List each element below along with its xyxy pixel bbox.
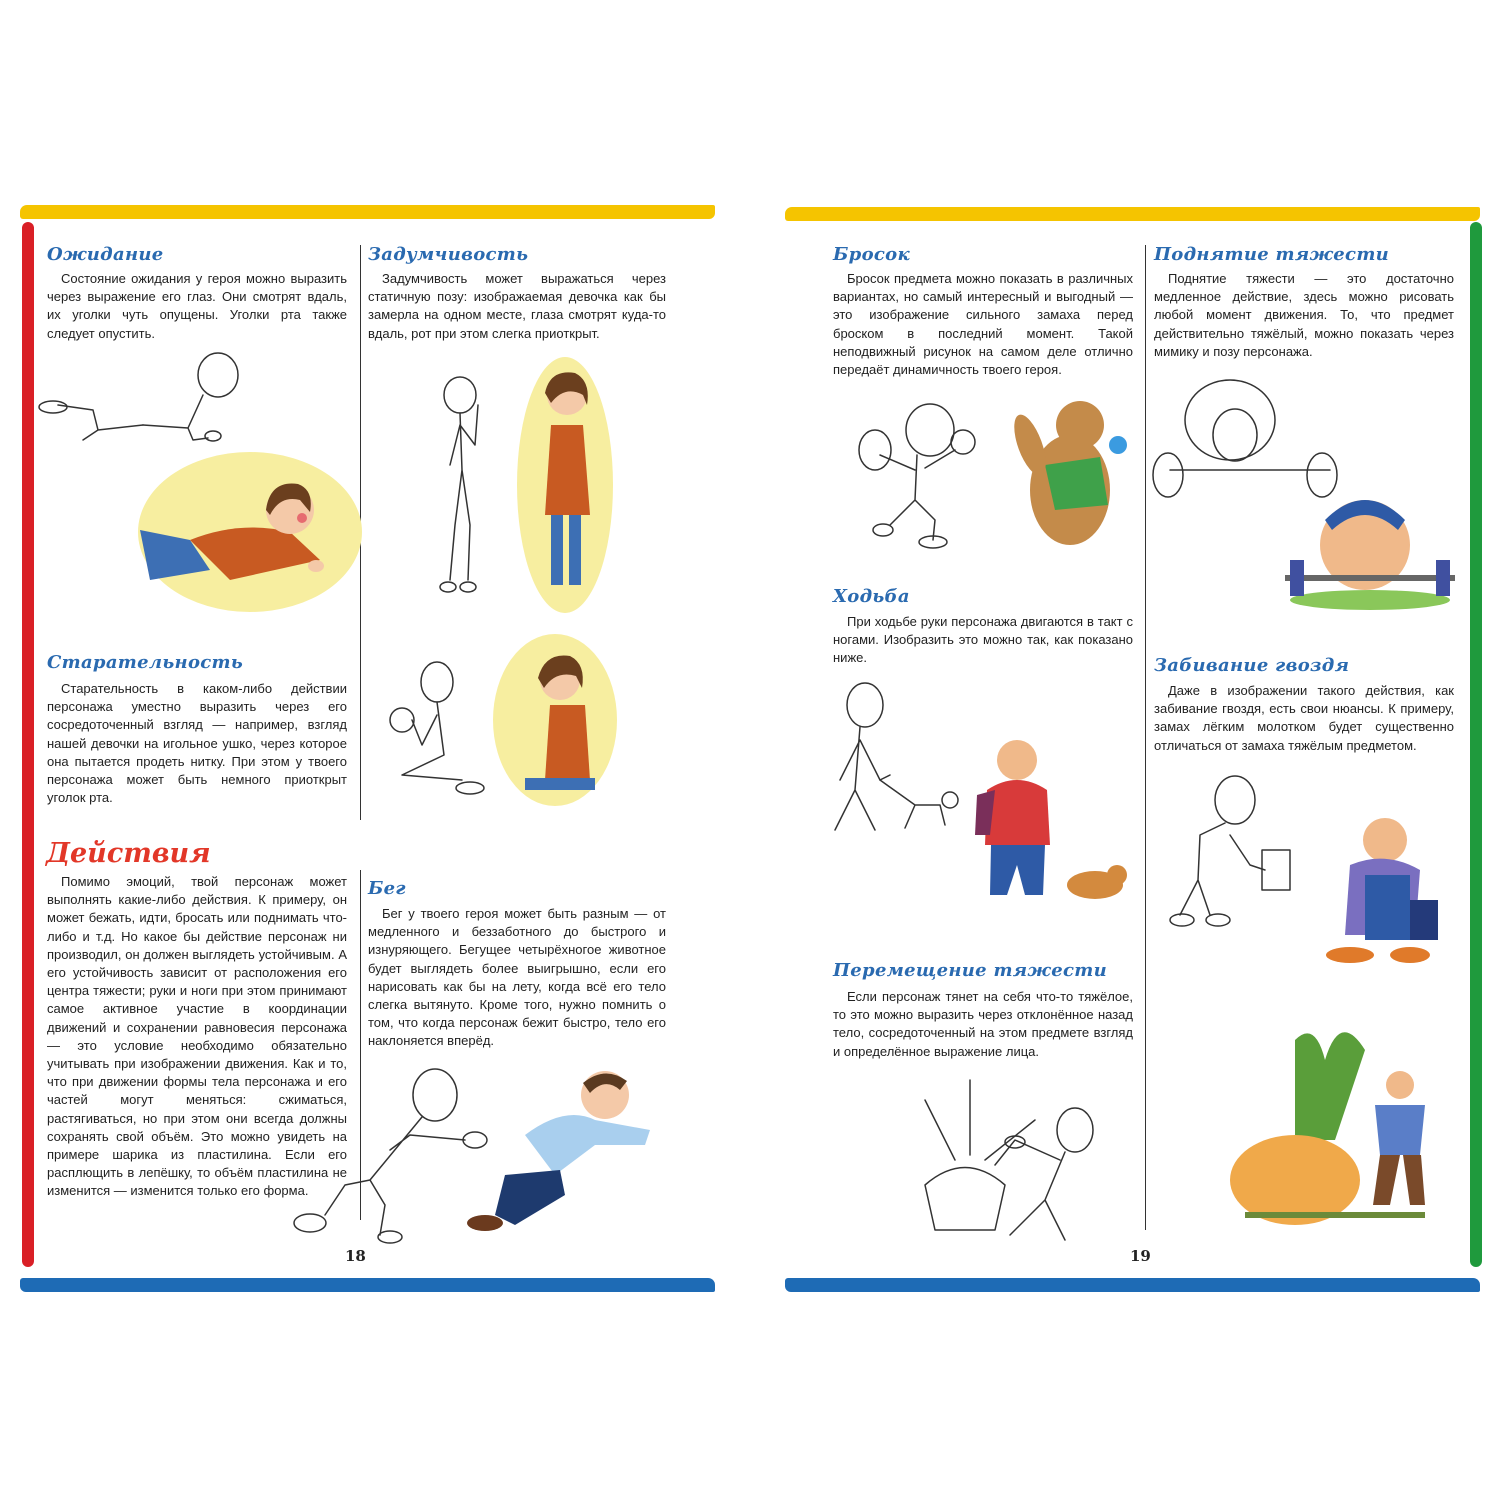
running-man-illustration [445,1065,660,1235]
throw-sketch-illustration [855,400,980,550]
section-text-moving-weight: Если персонаж тянет на себя что-то тяжёлое, то это можно выразить через отклонённое назад тело, сосредоточенный на этом предмете взгляд и определённое выражение лица. [833,989,1133,1059]
section-text-waiting: Состояние ожидания у героя можно выразить через выражение его глаз. Они смотрят вдаль, их уголки чуть опущены. Уголки рта также следует опустить. [47,271,347,341]
section-title-actions: Действия [46,838,211,869]
lifting-strongman-illustration [1280,490,1460,615]
section-text-actions: Помимо эмоций, твой персонаж может выполнять какие-либо действия. К примеру, он может бежать, идти, бросать или поднимать что-либо и т.д. Но какое бы действие персонаж ни производил, он должен выглядеть устойчивым. А его устойчивость зависит от расположения его центра тяжести; руки и ноги при этом принимают самое активное участие в координации движений и сохранении равновесия персонажа — это условие необходимо обязательно учитывать при изображении движения. Как и то, что при движении формы тела персонажа и его частей могут меняться: сжиматься, растягиваться, но при этом они всегда должны сохранять свой объём. Это можно увидеть на примере шарика из пластилина. Если его расплющить в лепёшку, то объём пластилина не изменится — изменится только его форма. [47,874,347,1199]
section-text-lifting: Поднятие тяжести — это достаточно медленное действие, здесь можно рисовать любой момент движения. То, что предмет действительно тяжёлый, можно показать через мимику и позу персонажа. [1154,271,1454,359]
diligence-girl-illustration [490,630,620,810]
section-text-pensiveness: Задумчивость может выражаться через статичную позу: изображаемая девочка как бы замерла на одном месте, глаза смотрят куда-то вдаль, рот при этом слегка приоткрыт. [368,271,666,341]
section-title-moving-weight: Перемещение тяжести [833,960,1107,981]
section-text-walking: При ходьбе руки персонажа двигаются в такт с ногами. Изобразить это можно так, как показано ниже. [833,614,1133,666]
section-title-running: Бег [368,878,406,899]
section-title-walking: Ходьба [833,586,910,607]
right-green-side-stripe [1470,222,1482,1267]
moving-weight-sketch-illustration [895,1070,1110,1250]
section-text-nailing: Даже в изображении такого действия, как забивание гвоздя, есть свои нюансы. К примеру, замах лёгким молотком будет существенно отличаться от замаха тяжёлым предметом. [1154,683,1454,753]
page-number: 19 [1130,1247,1151,1265]
pensiveness-girl-illustration [515,355,615,615]
left-bottom-blue-stripe [20,1278,715,1292]
section-text-diligence: Старательность в каком-либо действии персонажа уместно выразить через его сосредоточенный взгляд — например, взгляд нашей девочки на игольное ушко, через которое она пытается продеть нитку. При этом у твоего персонажа может быть немного приоткрыт уголок рта. [47,681,347,806]
section-title-nailing: Забивание гвоздя [1154,655,1350,676]
section-text-throw: Бросок предмета можно показать в различных вариантах, но самый интересный и выгодный — это изображение сильного замаха перед броском в последний момент. Такой неподвижный рисунок на самом деле отлично передаёт динамичность твоего героя. [833,271,1133,378]
moving-weight-turnip-illustration [1225,1020,1450,1230]
section-text-running: Бег у твоего героя может быть разным — от медленного и беззаботного до быстрого и изнуряющего. Бегущее четырёхногое животное будет выглядеть более выигрышно, если его нарисовать как бы на лету, когда всё его тело слегка вытянуто. Кроме того, нужно помнить о том, что когда персонаж бежит быстро, тело его наклоняется вперёд. [368,906,666,1049]
right-top-yellow-stripe [785,207,1480,221]
nailing-grandpa-illustration [1310,815,1445,965]
waiting-girl-illustration [130,440,360,620]
lifting-sketch-illustration [1150,375,1350,505]
pensiveness-sketch-illustration [420,375,500,600]
walking-sketch-illustration [820,680,960,840]
throw-beaver-illustration [1000,395,1140,555]
section-title-lifting: Поднятие тяжести [1154,244,1390,265]
nailing-sketch-illustration [1170,775,1300,930]
section-title-waiting: Ожидание [47,244,164,265]
left-top-yellow-stripe [20,205,715,219]
section-title-pensiveness: Задумчивость [368,244,529,265]
walking-man-dog-illustration [965,735,1130,910]
waiting-sketch-illustration [38,350,228,450]
page-number: 18 [345,1247,366,1265]
right-bottom-blue-stripe [785,1278,1480,1292]
section-title-throw: Бросок [833,244,910,265]
diligence-sketch-illustration [382,660,487,800]
right-column-divider [1145,245,1146,1230]
section-title-diligence: Старательность [47,652,244,673]
left-red-side-stripe [22,222,34,1267]
